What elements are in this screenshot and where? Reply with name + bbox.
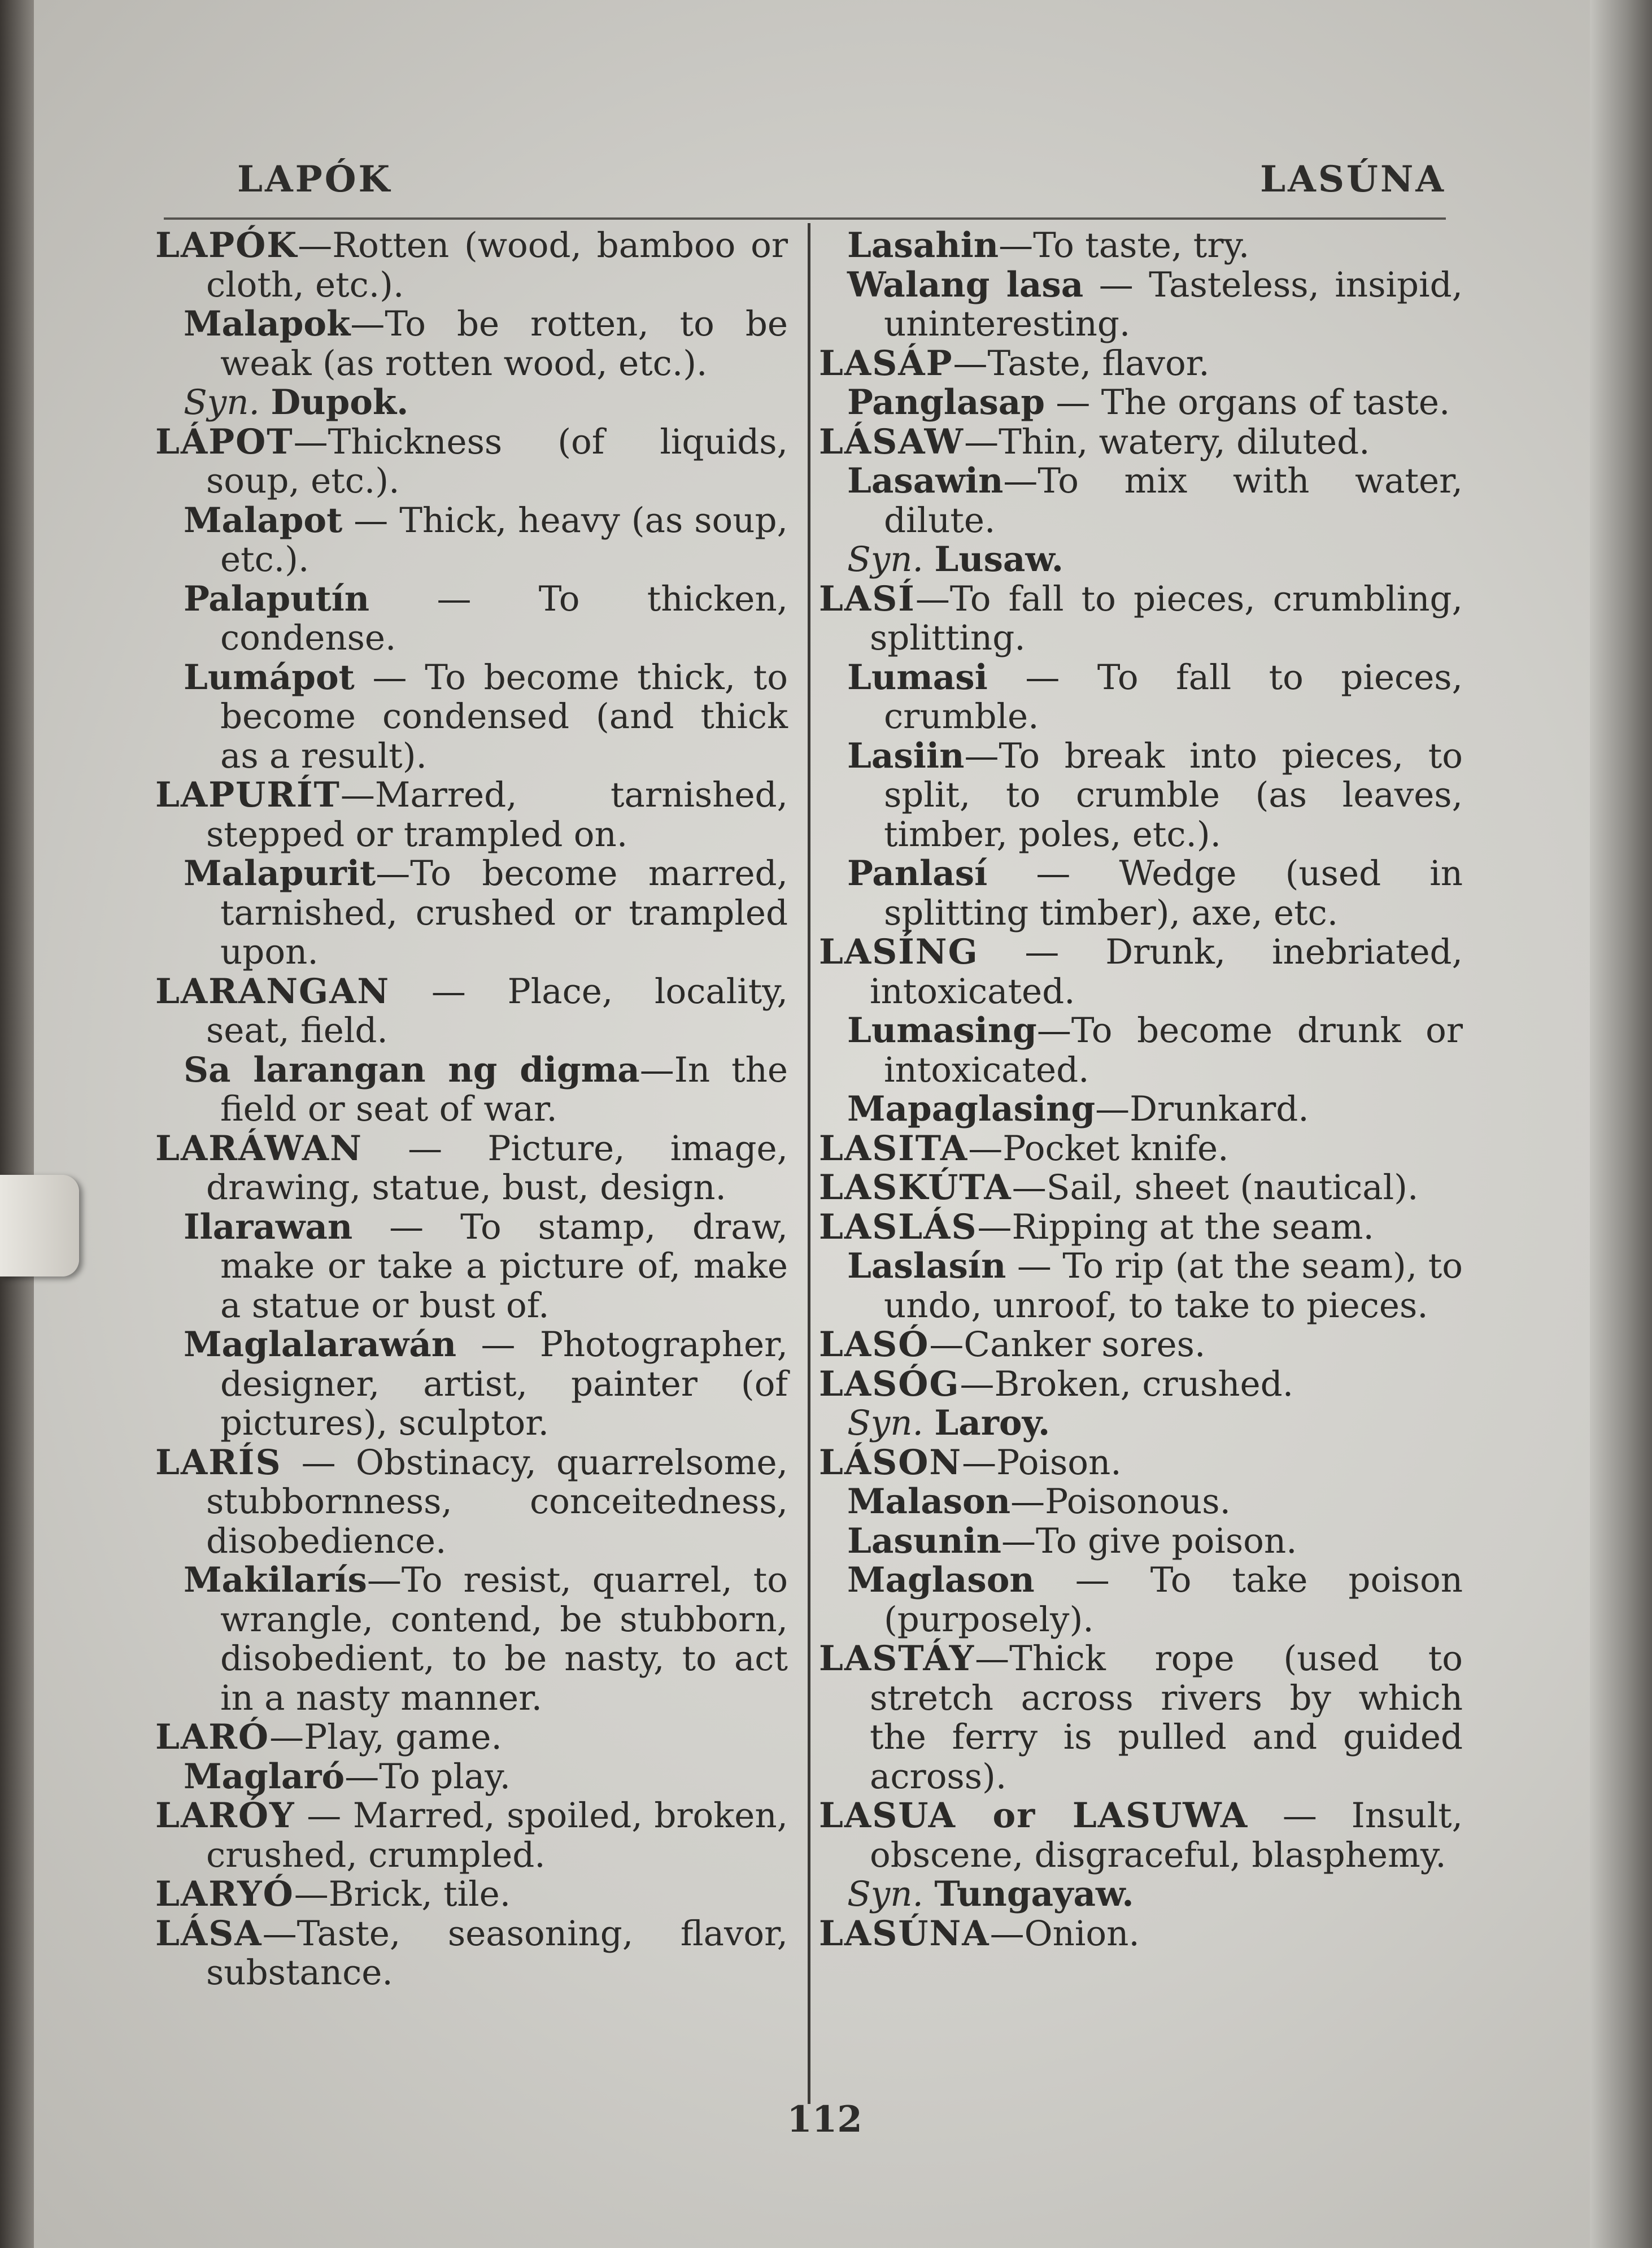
book-spine-edge [1590, 0, 1652, 2248]
synonym-line [819, 1875, 1463, 1914]
headword: LASUA or LASUWA [819, 1796, 1249, 1836]
entry-separator: — [1006, 1246, 1063, 1286]
subentry-term: Panglasap [847, 382, 1045, 422]
definition: Poisonous. [1045, 1482, 1231, 1522]
definition: Picture, image, drawing, statue, bust, design. [206, 1128, 788, 1208]
dictionary-entry [819, 1208, 1463, 1247]
headword: LARÍS [155, 1442, 282, 1483]
header-rule [164, 217, 1446, 220]
synonym-line [819, 540, 1463, 580]
synonym-word: Dupok. [271, 382, 409, 422]
headword: LASÍ [819, 578, 916, 619]
entry-separator: — [295, 1796, 353, 1836]
headword: LASLÁS [819, 1206, 978, 1247]
dictionary-entry [819, 580, 1463, 658]
definition: Place, locality, seat, field. [206, 971, 788, 1051]
entry-separator: — [340, 775, 375, 815]
entry-separator: — [929, 1325, 964, 1365]
synonym-word: Lusaw. [934, 539, 1064, 580]
synonym-word: Laroy. [934, 1403, 1051, 1443]
entry-separator: — [968, 1128, 1003, 1169]
definition: Ripping at the seam. [1012, 1206, 1374, 1247]
dictionary-subentry [155, 1325, 788, 1443]
entry-separator: — [964, 735, 999, 776]
entry-separator: — [990, 1913, 1025, 1954]
dictionary-entry [819, 1443, 1463, 1483]
entry-separator: — [1003, 461, 1038, 501]
definition: Pocket knife. [1002, 1128, 1229, 1169]
definition: To become marred, tarnished, crushed or trampled upon. [220, 853, 788, 972]
definition: Play, game. [304, 1717, 502, 1757]
dictionary-subentry [819, 1011, 1463, 1090]
definition: Thick, heavy (as soup, etc.). [220, 500, 788, 580]
entry-separator: — [915, 578, 950, 619]
synonym-label: Syn. [847, 539, 923, 580]
definition: To fall to pieces, crumbling, splitting. [870, 578, 1463, 658]
entry-separator: — [987, 853, 1119, 894]
headword: LÁPOT [155, 421, 294, 462]
headword: LÁSA [155, 1913, 263, 1954]
definition: To become drunk or intoxicated. [884, 1010, 1463, 1090]
subentry-term: Malapok [184, 304, 351, 344]
subentry-term: Lasunin [847, 1521, 1001, 1561]
dictionary-subentry [155, 1208, 788, 1326]
entry-separator: — [362, 1128, 488, 1169]
subentry-term: Panlasí [847, 853, 988, 894]
definition: Sail, sheet (nautical). [1046, 1167, 1419, 1208]
subentry-term: Palaputín [184, 578, 370, 619]
entry-separator: — [367, 1560, 402, 1600]
definition: To taste, try. [1033, 225, 1250, 265]
entry-separator: — [298, 225, 333, 265]
dictionary-subentry [819, 265, 1463, 344]
entry-separator: — [1034, 1560, 1150, 1600]
definition: Poison. [996, 1442, 1122, 1483]
dictionary-subentry [819, 1482, 1463, 1522]
definition: Rotten (wood, bamboo or cloth, etc.). [206, 225, 788, 305]
headword: LARANGAN [155, 971, 390, 1012]
entry-separator: — [345, 1756, 380, 1797]
definition: Broken, crushed. [994, 1363, 1294, 1404]
definition: To break into pieces, to split, to crumble (as leaves, timber, poles, etc.). [884, 735, 1463, 855]
headword: LASTÁY [819, 1639, 975, 1679]
entry-separator: — [294, 1874, 329, 1914]
column-divider [808, 223, 810, 2104]
dictionary-entry [155, 776, 788, 854]
dictionary-entry [819, 1325, 1463, 1365]
synonym-label: Syn. [184, 382, 260, 422]
entry-separator: — [342, 500, 400, 541]
dictionary-subentry [155, 1561, 788, 1718]
definition: Thick rope (used to stretch across rivers by which the ferry is pulled and guided across). [870, 1639, 1463, 1797]
right-column [819, 226, 1463, 1953]
subentry-term: Mapaglasing [847, 1089, 1096, 1129]
dictionary-entry [819, 422, 1463, 462]
subentry-term: Maglalarawán [184, 1325, 457, 1365]
subentry-term: Lumasing [847, 1010, 1037, 1051]
entry-separator: — [293, 421, 328, 462]
entry-separator: — [1095, 1089, 1130, 1129]
definition: Onion. [1024, 1913, 1140, 1954]
headword: LASKÚTA [819, 1167, 1012, 1208]
definition: To be rotten, to be weak (as rotten wood, etc.). [220, 304, 788, 384]
headword: LASÍNG [819, 932, 979, 972]
definition: Photographer, designer, artist, painter (of pictures), sculptor. [220, 1325, 788, 1443]
dictionary-entry [155, 422, 788, 501]
entry-separator: — [1001, 1521, 1036, 1561]
entry-separator: — [1010, 1482, 1045, 1522]
definition: To mix with water, dilute. [884, 461, 1463, 541]
entry-separator: — [456, 1325, 540, 1365]
entry-separator: — [369, 578, 539, 619]
subentry-term: Malason [847, 1482, 1011, 1522]
subentry-term: Laslasín [847, 1246, 1006, 1286]
entry-separator: — [1044, 382, 1101, 422]
dictionary-subentry [155, 658, 788, 776]
subentry-term: Maglason [847, 1560, 1035, 1600]
entry-separator: — [354, 657, 425, 698]
dictionary-subentry [819, 1090, 1463, 1129]
dictionary-entry [819, 1914, 1463, 1954]
entry-separator: — [376, 853, 411, 894]
entry-separator: — [262, 1913, 297, 1954]
dictionary-subentry [819, 1522, 1463, 1561]
subentry-term: Walang lasa [847, 264, 1084, 305]
definition: Tasteless, insipid, uninteresting. [884, 264, 1463, 344]
subentry-term: Lumasi [847, 657, 988, 698]
dictionary-entry [155, 1796, 788, 1875]
definition: The organs of taste. [1101, 382, 1450, 422]
running-header [164, 158, 1446, 209]
entry-separator: — [962, 1442, 997, 1483]
definition: To resist, quarrel, to wrangle, contend, be stubborn, disobedient, to be nasty, to act in a nasty manner. [220, 1560, 788, 1718]
entry-separator: — [964, 421, 999, 462]
definition: Marred, tarnished, stepped or trampled on. [206, 775, 788, 855]
entry-separator: — [987, 657, 1097, 698]
thumb-index-tab [0, 1175, 79, 1277]
dictionary-entry [819, 1639, 1463, 1796]
subentry-term: Makilarís [184, 1560, 367, 1600]
synonym-line [155, 383, 788, 422]
entry-separator: — [352, 1206, 461, 1247]
definition: Drunkard. [1130, 1089, 1309, 1129]
synonym-word: Tungayaw. [934, 1874, 1134, 1914]
dictionary-subentry [819, 658, 1463, 737]
headword: LASÚNA [819, 1913, 990, 1954]
synonym-label: Syn. [847, 1874, 923, 1914]
dictionary-entry [819, 344, 1463, 384]
headword: LAPURÍT [155, 775, 341, 815]
dictionary-entry [155, 1875, 788, 1914]
dictionary-subentry [155, 304, 788, 383]
dictionary-subentry [819, 1247, 1463, 1325]
dictionary-subentry [155, 1757, 788, 1797]
headword: LASÓ [819, 1325, 930, 1365]
subentry-term: Lasawin [847, 461, 1004, 501]
entry-separator: — [390, 971, 508, 1012]
definition: Insult, obscene, disgraceful, blasphemy. [870, 1796, 1463, 1875]
entry-separator: — [975, 1639, 1010, 1679]
headword: LARÁWAN [155, 1128, 363, 1169]
entry-separator: — [269, 1717, 304, 1757]
headword: LASÁP [819, 343, 953, 384]
definition: To rip (at the seam), to undo, unroof, to take to pieces. [884, 1246, 1463, 1326]
dictionary-subentry [819, 854, 1463, 933]
dictionary-entry [819, 933, 1463, 1011]
headword: LASÓG [819, 1363, 960, 1404]
dictionary-subentry [819, 737, 1463, 855]
entry-separator: — [1083, 264, 1149, 305]
entry-separator: — [1036, 1010, 1071, 1051]
entry-separator: — [960, 1363, 995, 1404]
headword: LASITA [819, 1128, 969, 1169]
entry-separator: — [350, 304, 385, 344]
subentry-term: Malapot [184, 500, 343, 541]
subentry-term: Lasahin [847, 225, 999, 265]
definition: Thin, watery, diluted. [999, 421, 1370, 462]
definition: To give poison. [1035, 1521, 1297, 1561]
definition: Taste, seasoning, flavor, substance. [206, 1913, 788, 1993]
dictionary-subentry [819, 383, 1463, 422]
headword: LARÓY [155, 1796, 295, 1836]
subentry-term: Sa larangan ng digma [184, 1049, 640, 1090]
definition: To fall to pieces, crumble. [884, 657, 1463, 737]
definition: Taste, flavor. [987, 343, 1210, 384]
dictionary-subentry [155, 580, 788, 658]
dictionary-subentry [819, 226, 1463, 265]
dictionary-subentry [819, 1561, 1463, 1639]
definition: Marred, spoiled, broken, crushed, crumpled. [206, 1796, 788, 1875]
dictionary-entry [155, 226, 788, 304]
dictionary-entry [155, 1443, 788, 1561]
subentry-term: Maglaró [184, 1756, 345, 1797]
dictionary-entry [819, 1168, 1463, 1208]
dictionary-subentry [819, 461, 1463, 540]
definition: Thickness (of liquids, soup, etc.). [206, 421, 788, 501]
headword: LARÓ [155, 1717, 270, 1757]
entry-separator: — [977, 1206, 1012, 1247]
dictionary-entry [155, 972, 788, 1051]
definition: Wedge (used in splitting timber), axe, etc. [884, 853, 1463, 933]
headword: LÁSON [819, 1442, 962, 1483]
dictionary-entry [155, 1718, 788, 1757]
header-left-guideword: LAPÓK [237, 158, 393, 201]
definition: To thicken, condense. [220, 578, 788, 658]
entry-separator: — [999, 225, 1034, 265]
dictionary-entry [819, 1796, 1463, 1875]
headword: LARYÓ [155, 1874, 294, 1914]
subentry-term: Lasiin [847, 735, 965, 776]
headword: LÁSAW [819, 421, 965, 462]
dictionary-entry [155, 1914, 788, 1993]
definition: Brick, tile. [328, 1874, 511, 1914]
header-right-guideword: LASÚNA [1260, 158, 1446, 201]
dictionary-entry [155, 1129, 788, 1208]
dictionary-entry [819, 1365, 1463, 1404]
synonym-label: Syn. [847, 1403, 923, 1443]
definition: To become thick, to become condensed (and thick as a result). [220, 657, 788, 776]
entry-separator: — [1248, 1796, 1352, 1836]
definition: Canker sores. [964, 1325, 1206, 1365]
definition: Obstinacy, quarrelsome, stubbornness, conceitedness, disobedience. [206, 1442, 788, 1561]
entry-separator: — [639, 1049, 674, 1090]
entry-separator: — [978, 932, 1106, 972]
book-left-edge [0, 0, 34, 2248]
entry-separator: — [281, 1442, 356, 1483]
subentry-term: Ilarawan [184, 1206, 353, 1247]
dictionary-subentry [155, 501, 788, 580]
definition: In the field or seat of war. [220, 1049, 788, 1129]
left-column [155, 226, 788, 1993]
headword: LAPÓK [155, 225, 298, 265]
definition: To take poison (purposely). [884, 1560, 1463, 1640]
subentry-term: Malapurit [184, 853, 376, 894]
dictionary-subentry [155, 854, 788, 972]
subentry-term: Lumápot [184, 657, 355, 698]
definition: To play. [379, 1756, 511, 1797]
dictionary-subentry [155, 1051, 788, 1129]
entry-separator: — [1012, 1167, 1047, 1208]
entry-separator: — [953, 343, 988, 384]
page-number: 112 [787, 2098, 862, 2141]
dictionary-entry [819, 1129, 1463, 1169]
definition: Drunk, inebriated, intoxicated. [870, 932, 1463, 1012]
synonym-line [819, 1404, 1463, 1443]
definition: To stamp, draw, make or take a picture of, make a statue or bust of. [220, 1206, 788, 1326]
